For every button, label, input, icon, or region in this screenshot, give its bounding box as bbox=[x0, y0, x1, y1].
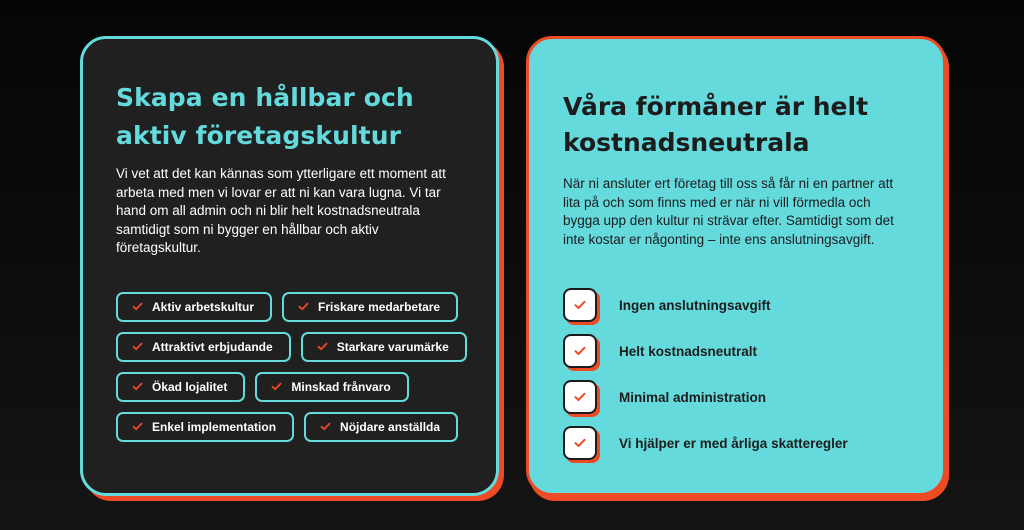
benefit-label: Vi hjälper er med årliga skatteregler bbox=[619, 435, 848, 451]
card-company-culture bbox=[80, 36, 499, 496]
tag-label: Nöjdare anställda bbox=[340, 419, 441, 434]
tag-list bbox=[116, 292, 466, 442]
tag-label: Enkel implementation bbox=[152, 419, 277, 434]
benefit-item bbox=[563, 287, 911, 323]
tag-label: Aktiv arbetskultur bbox=[152, 299, 255, 314]
check-icon bbox=[574, 438, 586, 448]
tag-label: Ökad lojalitet bbox=[152, 379, 228, 394]
checkbox bbox=[563, 288, 597, 322]
check-icon bbox=[574, 346, 586, 356]
tag bbox=[116, 332, 291, 362]
checkbox bbox=[563, 426, 597, 460]
check-icon bbox=[132, 342, 143, 351]
benefit-item bbox=[563, 379, 911, 415]
tag-label: Starkare varumärke bbox=[336, 339, 449, 354]
tag-label: Attraktivt erbjudande bbox=[152, 339, 273, 354]
tag bbox=[116, 292, 272, 322]
benefit-item bbox=[563, 333, 911, 369]
tag-label: Friskare medarbetare bbox=[318, 299, 441, 314]
card-cost-neutral bbox=[526, 36, 946, 496]
tag bbox=[301, 332, 467, 362]
checkbox bbox=[563, 334, 597, 368]
check-icon bbox=[132, 382, 143, 391]
check-icon bbox=[574, 392, 586, 402]
tag-label: Minskad frånvaro bbox=[291, 379, 391, 394]
check-icon bbox=[317, 342, 328, 351]
tag bbox=[116, 412, 294, 442]
benefit-label: Helt kostnadsneutralt bbox=[619, 343, 758, 359]
tag bbox=[255, 372, 408, 402]
check-icon bbox=[320, 422, 331, 431]
check-icon bbox=[132, 422, 143, 431]
card-title: Skapa en hållbar och aktiv företagskultur bbox=[116, 83, 414, 150]
check-icon bbox=[298, 302, 309, 311]
benefit-label: Ingen anslutningsavgift bbox=[619, 297, 771, 313]
check-icon bbox=[574, 300, 586, 310]
check-icon bbox=[271, 382, 282, 391]
tag bbox=[304, 412, 458, 442]
tag bbox=[116, 372, 245, 402]
tag bbox=[282, 292, 458, 322]
benefit-item bbox=[563, 425, 911, 461]
card-title: Våra förmåner är helt kostnadsneutrala bbox=[563, 92, 869, 157]
benefit-list bbox=[563, 287, 911, 461]
card-description: När ni ansluter ert företag till oss så får ni en partner att lita på och som finns med er när ni vill förmedla och bygga upp den kultur ni strävar efter. Samtidigt som det inte kostar er någonting – inte ens anslutningsavgift. bbox=[563, 176, 894, 247]
benefit-label: Minimal administration bbox=[619, 389, 767, 405]
checkbox bbox=[563, 380, 597, 414]
check-icon bbox=[132, 302, 143, 311]
card-description: Vi vet att det kan kännas som ytterligare ett moment att arbeta med men vi lovar er att ni kan vara lugna. Vi tar hand om all admin och ni blir helt kostnadsneutrala samtidigt som ni bygger en hållbar och aktiv företagskultur. bbox=[116, 166, 446, 255]
